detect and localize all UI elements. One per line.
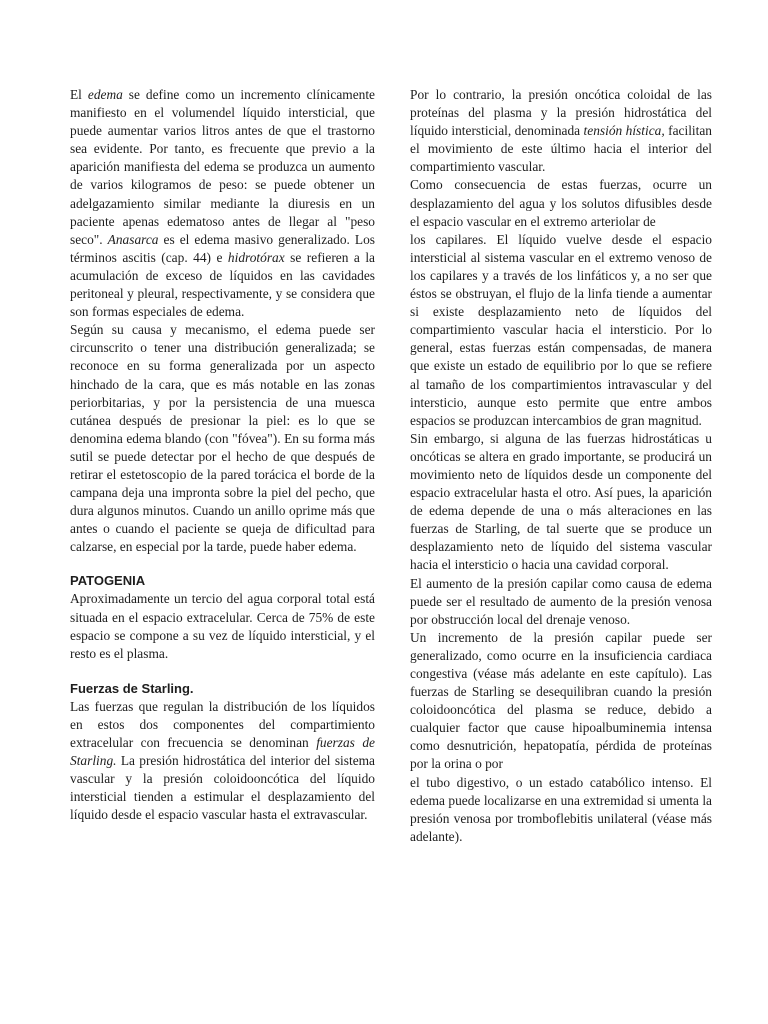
paragraph-fluid-displacement: Como consecuencia de estas fuerzas, ocurre un desplazamiento del agua y los solutos difusibles desde el espacio vascular en el extremo arteriolar de [410,177,712,229]
paragraph-imbalance: Sin embargo, si alguna de las fuerzas hidrostáticas u oncóticas se altera en grado importante, se producirá un movimiento neto de líquidos desde un componente del espacio extracelular hasta el otro. Así pues, la aparición de edema depende de una o más alteraciones en las fuerzas de Starling, de tal suerte que se produce un desplazamiento neto de líquido del sistema vascular hacia el intersticio o hacia una cavidad corporal. [410,430,712,573]
paragraph-generalized-pressure: Un incremento de la presión capilar puede ser generalizado, como ocurre en la insuficiencia cardiaca congestiva (véase más adelante en este capítulo). Las fuerzas de Starling se desequilibran cuando la presión coloidooncótica del plasma se reduce, debido a cualquier factor que cause hipoalbuminemia intensa como desnutrición, hepatopatía, pérdida de proteínas por la orina o por [410,629,712,772]
paragraph-edema-causes: Según su causa y mecanismo, el edema puede ser circunscrito o tener una distribución generalizada; se reconoce en su forma generalizada por un aspecto hinchado de la cara, que es más notable en las zonas periorbitarias, y por la persistencia de una muesca cutánea después de presionar la piel: es lo que se denomina edema blando (con "fóvea"). En su forma más sutil se puede detectar por el hecho de que después de retirar el estetoscopio de la pared torácica el borde de la campana deja una impronta sobre la piel del pecho, que dura algunos minutos. Cuando un anillo oprime más que antes o cuando el paciente se queja de dificultad para calzarse, en especial por la tarde, puede haber edema. [70,322,375,555]
heading-patogenia: PATOGENIA [70,573,146,589]
paragraph-body-water: Aproximadamente un tercio del agua corporal total está situada en el espacio extracelular. Cerca de 75% de este espacio se compone a su vez de líquido intersticial, y el resto es el plasma. [70,591,375,661]
left-column [70,86,375,824]
paragraph-capillary-return: los capilares. El líquido vuelve desde el espacio intersticial al sistema vascular en el extremo venoso de los capilares y a través de los linfáticos y, a no ser que éstos se obstruyan, el flujo de la linfa tiende a aumentar si existe desplazamiento neto de líquidos del compartimiento vascular hacia el intersticio. Por lo general, estas fuerzas están compensadas, de manera que existe un estado de equilibrio por lo que se refiere al tamaño de los compartimientos intravascular y del intersticio, aunque esto permite que entre ambos espacios se produzcan intercambios de gran magnitud. [410,231,712,428]
paragraph-localized-edema: el tubo digestivo, o un estado catabólico intenso. El edema puede localizarse en una extremidad si umenta la presión venosa por tromboflebitis unilateral (véase más adelante). [410,774,712,844]
paragraph-oncotic-pressure: Por lo contrario, la presión oncótica coloidal de las proteínas del plasma y la presión hidrostática del líquido intersticial, denominada tensión hística, facilitan el movimiento de este último hacia el interior del compartimiento vascular. [410,87,712,175]
paragraph-starling-forces: Las fuerzas que regulan la distribución de los líquidos en estos dos componentes del compartimiento extracelular con frecuencia se denominan fuerzas de Starling. La presión hidrostática del interior del sistema vascular y la presión coloidooncótica del líquido intersticial tienden a estimular el desplazamiento del líquido desde el espacio vascular hasta el extravascular. [70,698,375,823]
paragraph-capillary-pressure: El aumento de la presión capilar como causa de edema puede ser el resultado de aumento de la presión venosa por obstrucción local del drenaje venoso. [410,575,712,627]
right-column [410,86,712,846]
paragraph-edema-definition: El edema se define como un incremento clínicamente manifiesto en el volumendel líquido intersticial, que puede aumentar varios litros antes de que el trastorno sea evidente. Por tanto, es frecuente que previo a la aparición manifiesta del edema se produzca un aumento de varios kilogramos de peso: se puede obtener un adelgazamiento similar mediante la diuresis en un paciente apenas edematoso antes de llegar al "peso seco". Anasarca es el edema masivo generalizado. Los términos ascitis (cap. 44) e hidrotórax se refieren a la acumulación de exceso de líquidos en las cavidades peritoneal y pleural, respectivamente, y se considera que son formas especiales de edema. [70,87,375,320]
heading-starling-forces: Fuerzas de Starling. [70,680,194,696]
